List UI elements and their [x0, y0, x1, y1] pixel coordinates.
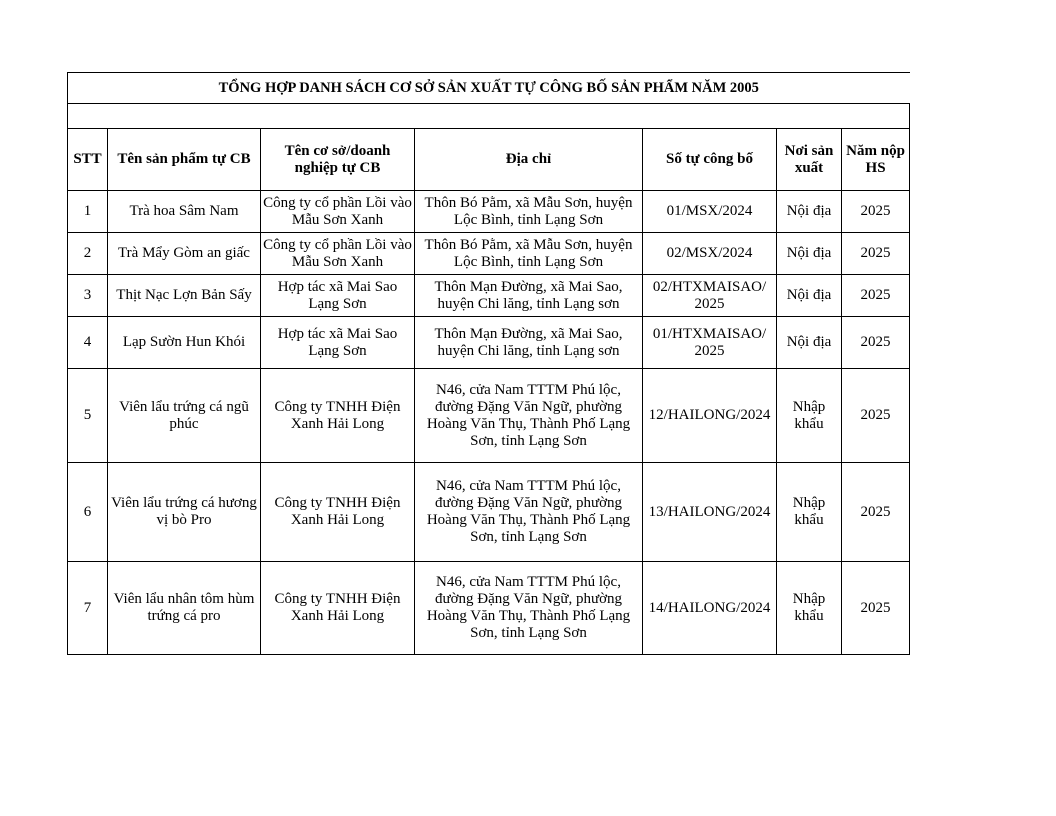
cell-business-name: Công ty TNHH Điện Xanh Hải Long [261, 463, 415, 562]
cell-stt: 5 [68, 369, 108, 463]
cell-business-name: Hợp tác xã Mai Sao Lạng Sơn [261, 275, 415, 317]
table-row [68, 275, 910, 317]
cell-origin: Nhập khẩu [777, 562, 842, 655]
cell-address: Thôn Bó Pằm, xã Mẫu Sơn, huyện Lộc Bình, tỉnh Lạng Sơn [415, 233, 643, 275]
cell-business-name: Công ty TNHH Điện Xanh Hải Long [261, 562, 415, 655]
cell-address: N46, cửa Nam TTTM Phú lộc, đường Đặng Văn Ngữ, phường Hoàng Văn Thụ, Thành Phố Lạng Sơn, tỉnh Lạng Sơn [415, 463, 643, 562]
cell-product-name: Viên lẩu nhân tôm hùm trứng cá pro [108, 562, 261, 655]
column-header-year: Năm nộp HS [842, 129, 910, 191]
cell-business-name: Công ty TNHH Điện Xanh Hải Long [261, 369, 415, 463]
spreadsheet-page [67, 72, 909, 655]
cell-business-name: Hợp tác xã Mai Sao Lạng Sơn [261, 317, 415, 369]
cell-address: N46, cửa Nam TTTM Phú lộc, đường Đặng Văn Ngữ, phường Hoàng Văn Thụ, Thành Phố Lạng Sơn, tỉnh Lạng Sơn [415, 562, 643, 655]
blank-row [68, 104, 910, 129]
cell-declaration-number: 12/HAILONG/2024 [643, 369, 777, 463]
cell-origin: Nội địa [777, 233, 842, 275]
cell-declaration-number: 14/HAILONG/2024 [643, 562, 777, 655]
cell-stt: 6 [68, 463, 108, 562]
cell-address: Thôn Mạn Đường, xã Mai Sao, huyện Chi lăng, tỉnh Lạng sơn [415, 317, 643, 369]
cell-year: 2025 [842, 562, 910, 655]
cell-year: 2025 [842, 191, 910, 233]
cell-declaration-number: 13/HAILONG/2024 [643, 463, 777, 562]
cell-stt: 7 [68, 562, 108, 655]
cell-year: 2025 [842, 317, 910, 369]
cell-origin: Nội địa [777, 317, 842, 369]
cell-year: 2025 [842, 275, 910, 317]
cell-stt: 1 [68, 191, 108, 233]
cell-product-name: Lạp Sườn Hun Khói [108, 317, 261, 369]
table-row [68, 191, 910, 233]
header-row [68, 129, 910, 191]
column-header-stt: STT [68, 129, 108, 191]
cell-year: 2025 [842, 233, 910, 275]
cell-product-name: Thịt Nạc Lợn Bản Sấy [108, 275, 261, 317]
product-list-table [67, 72, 910, 655]
cell-declaration-number: 02/MSX/2024 [643, 233, 777, 275]
column-header-declaration-number: Số tự công bố [643, 129, 777, 191]
cell-address: Thôn Mạn Đường, xã Mai Sao, huyện Chi lăng, tỉnh Lạng sơn [415, 275, 643, 317]
cell-declaration-number: 02/HTXMAISAO/ 2025 [643, 275, 777, 317]
cell-origin: Nội địa [777, 191, 842, 233]
cell-address: N46, cửa Nam TTTM Phú lộc, đường Đặng Văn Ngữ, phường Hoàng Văn Thụ, Thành Phố Lạng Sơn, tỉnh Lạng Sơn [415, 369, 643, 463]
cell-origin: Nhập khẩu [777, 463, 842, 562]
cell-stt: 4 [68, 317, 108, 369]
blank-cell [68, 104, 910, 129]
cell-stt: 2 [68, 233, 108, 275]
table-row [68, 463, 910, 562]
table-title: TỔNG HỢP DANH SÁCH CƠ SỞ SẢN XUẤT TỰ CÔNG BỐ SẢN PHẨM NĂM 2005 [68, 73, 910, 104]
cell-origin: Nội địa [777, 275, 842, 317]
cell-business-name: Công ty cổ phần Lồi vào Mẫu Sơn Xanh [261, 233, 415, 275]
column-header-address: Địa chỉ [415, 129, 643, 191]
cell-year: 2025 [842, 463, 910, 562]
cell-declaration-number: 01/MSX/2024 [643, 191, 777, 233]
cell-address: Thôn Bó Pằm, xã Mẫu Sơn, huyện Lộc Bình, tỉnh Lạng Sơn [415, 191, 643, 233]
cell-declaration-number: 01/HTXMAISAO/ 2025 [643, 317, 777, 369]
column-header-origin: Nơi sản xuất [777, 129, 842, 191]
table-row [68, 233, 910, 275]
column-header-business-name: Tên cơ sở/doanh nghiệp tự CB [261, 129, 415, 191]
table-row [68, 317, 910, 369]
cell-product-name: Viên lẩu trứng cá ngũ phúc [108, 369, 261, 463]
cell-origin: Nhập khẩu [777, 369, 842, 463]
cell-product-name: Viên lẩu trứng cá hương vị bò Pro [108, 463, 261, 562]
cell-year: 2025 [842, 369, 910, 463]
table-row [68, 369, 910, 463]
cell-product-name: Trà hoa Sâm Nam [108, 191, 261, 233]
title-row [68, 73, 910, 104]
cell-stt: 3 [68, 275, 108, 317]
column-header-product-name: Tên sản phẩm tự CB [108, 129, 261, 191]
cell-product-name: Trà Mẩy Gòm an giấc [108, 233, 261, 275]
cell-business-name: Công ty cổ phần Lồi vào Mẫu Sơn Xanh [261, 191, 415, 233]
table-row [68, 562, 910, 655]
